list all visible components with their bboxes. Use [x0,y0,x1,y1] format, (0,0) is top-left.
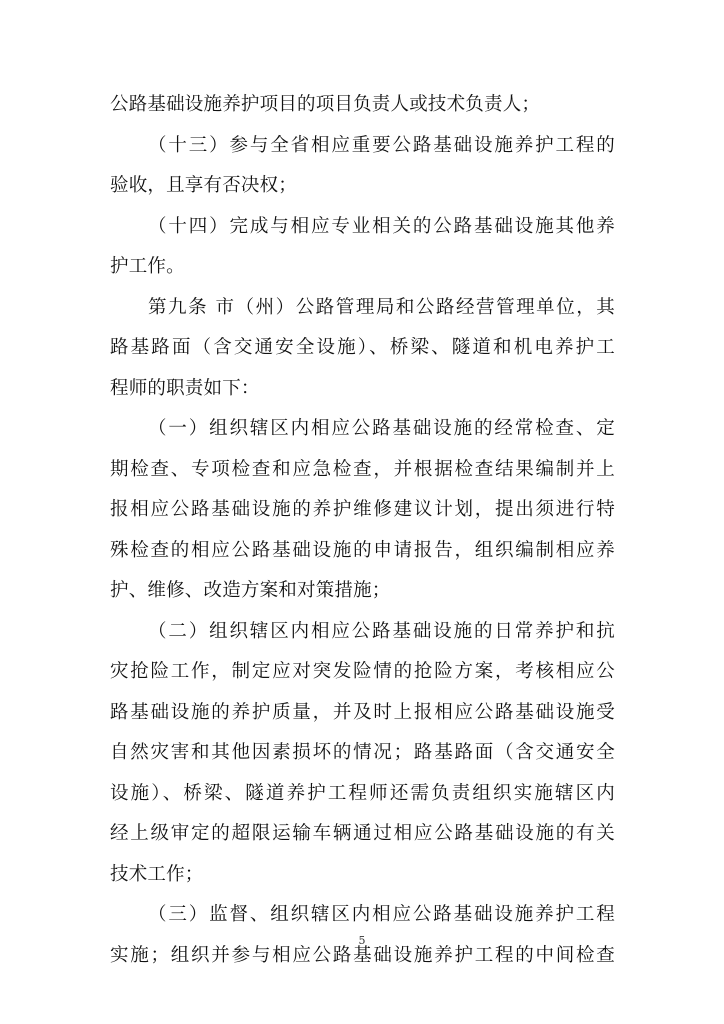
text-line: 路基础设施的养护质量，并及时上报相应公路基础设施受 [110,701,615,723]
text-line: 第九条 市（州）公路管理局和公路经营管理单位，其 [148,296,615,318]
text-line: （一）组织辖区内相应公路基础设施的经常检查、定 [148,418,615,439]
text-line: 灾抢险工作，制定应对突发险情的抢险方案，考核相应公 [110,661,615,682]
text-line: 技术工作； [110,863,204,885]
text-line: 程师的职责如下： [110,377,260,399]
text-line: （十三）参与全省相应重要公路基础设施养护工程的 [148,134,615,156]
body-text [110,85,615,976]
text-line: 自然灾害和其他因素损坏的情况；路基路面（含交通安全 [110,742,615,763]
text-line: 殊检查的相应公路基础设施的申请报告，组织编制相应养 [110,539,615,561]
text-line: 验收，且享有否决权； [110,175,298,196]
text-line: 公路基础设施养护项目的项目负责人或技术负责人； [110,94,541,115]
text-line: （三）监督、组织辖区内相应公路基础设施养护工程 [148,904,615,925]
text-line: 设施）、桥梁、隧道养护工程师还需负责组织实施辖区内 [110,782,615,804]
text-line: （十四）完成与相应专业相关的公路基础设施其他养 [148,215,615,237]
text-line: 报相应公路基础设施的养护维修建议计划，提出须进行特 [110,499,615,520]
text-line: （二）组织辖区内相应公路基础设施的日常养护和抗 [148,620,615,642]
text-line: 路基路面（含交通安全设施）、桥梁、隧道和机电养护工 [110,337,615,358]
text-line: 期检查、专项检查和应急检查，并根据检查结果编制并上 [110,458,615,480]
text-line: 经上级审定的超限运输车辆通过相应公路基础设施的有关 [110,823,615,844]
text-line: 实施；组织并参与相应公路基础设施养护工程的中间检查 [110,944,615,966]
text-line: 护、维修、改造方案和对策措施； [110,580,391,601]
text-line: 护工作。 [110,256,185,277]
page-number: 5 [358,934,366,947]
